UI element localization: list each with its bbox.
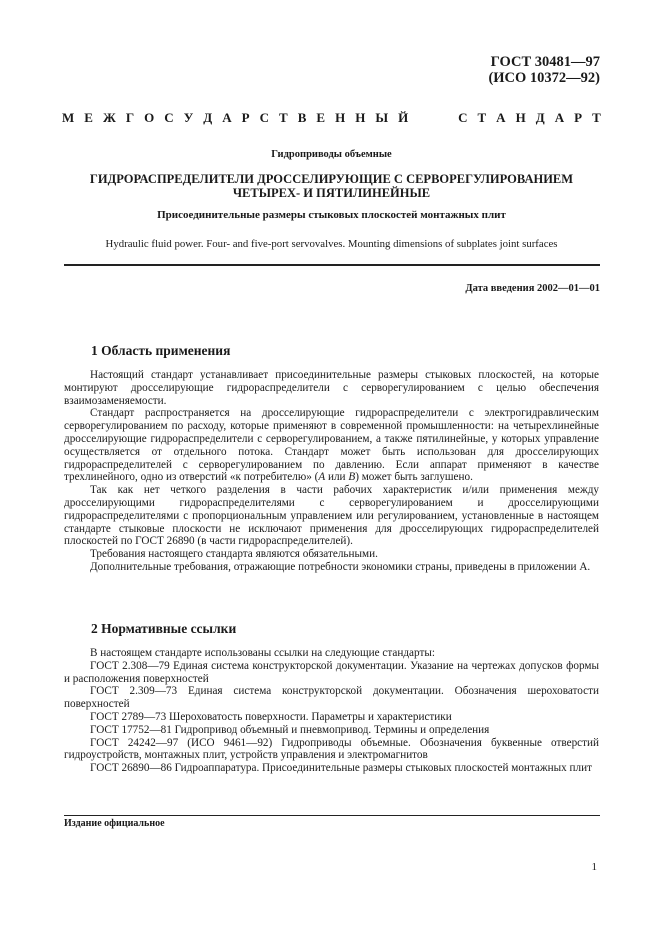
standard-header-letter: Г: [125, 110, 135, 125]
section-1-paragraph: Дополнительные требования, отражающие потребности экономики страны, приведены в приложении А.: [90, 560, 591, 573]
reference-item: ГОСТ 2.308—79 Единая система конструкторской документации. Указание на чертежах допусков формы и расположения поверхностей: [64, 659, 599, 685]
english-title: Hydraulic fluid power. Four- and five-port servovalves. Mounting dimensions of subplates joint surfaces: [105, 238, 558, 250]
section-1-body: [64, 369, 599, 574]
standard-header-letter: А: [222, 110, 232, 125]
standard-header-letter: С: [164, 110, 174, 125]
reference-item: ГОСТ 2.309—73 Единая система конструкторской документации. Обозначения шероховатости поверхностей: [64, 685, 599, 711]
reference-item: ГОСТ 17752—81 Гидропривод объемный и пневмопривод. Термины и определения: [90, 723, 490, 736]
standard-header-letter: О: [144, 110, 155, 125]
document-subtitle: Присоединительные размеры стыковых плоскостей монтажных плит: [157, 209, 506, 221]
title-divider: [64, 264, 600, 266]
standard-header-letter: Й: [398, 110, 409, 125]
title-line-1: ГИДРОРАСПРЕДЕЛИТЕЛИ ДРОССЕЛИРУЮЩИЕ С СЕРВОРЕГУЛИРОВАНИЕМ: [89, 172, 574, 186]
interstate-standard-header: [62, 110, 601, 126]
title-line-2: ЧЕТЫРЕХ- И ПЯТИЛИНЕЙНЫЕ: [232, 186, 431, 200]
section-2-heading: 2 Нормативные ссылки: [91, 621, 237, 636]
standard-header-letter: С: [259, 110, 269, 125]
standard-header-letter: [418, 110, 421, 126]
standard-header-letter: [432, 110, 435, 126]
standard-header-letter: Д: [203, 110, 213, 125]
standard-header-letter: У: [183, 110, 194, 125]
standard-header-letter: Е: [84, 110, 93, 125]
standard-header-letter: Н: [355, 110, 366, 125]
document-title: [62, 172, 601, 200]
standard-header-letter: А: [554, 110, 565, 125]
standard-header-letter: Е: [316, 110, 326, 125]
standard-header-letter: Ы: [375, 110, 389, 125]
reference-item: ГОСТ 24242—97 (ИСО 9461—92) Гидроприводы объемные. Обозначения буквенные отверстий гидроустройств, монтажных плит, устройств управления и электромагнитов: [64, 736, 599, 762]
section-1-paragraph: Так как нет четкого разделения в части рабочих характеристик и/или применения между дросселирующими гидрораспределителями с серворегулированием и дросселирующими гидрораспределителями с пропорциональным управлением или регулированием, установленные в настоящем стандарте стыковые плоскости не исключают применения для дросселирующих гидрораспределителей плоскостей по ГОСТ 26890 (в части гидрораспределителей).: [64, 484, 599, 548]
standard-header-letter: Т: [477, 110, 487, 125]
section-2-body: [64, 647, 599, 775]
standard-header-letter: Т: [592, 110, 601, 125]
standard-header-letter: Ж: [102, 110, 116, 125]
gost-designation: [488, 54, 600, 86]
standard-header-letter: Т: [279, 110, 288, 125]
standard-header-letter: А: [496, 110, 506, 125]
section-1-paragraph: Стандарт распространяется на дросселирующие гидрораспределители с электрогидравлическим серворегулированием по расходу, которые применяют в современной промышленности: на четырехлинейные дросселирующие гидрораспределители с серворегулированием, а также пятилинейные, у которых управление осуществляется от отдельного потока. Стандарт может быть использован для дросселирующих гидрораспределителей с серворегулированием по давлению. Если аппарат применяют в качестве трехлинейного, одно из отверстий «к потребителю» (A или B) может быть заглушено.: [64, 407, 599, 484]
standard-header-letter: Д: [535, 110, 545, 125]
standard-header-letter: В: [297, 110, 307, 125]
standard-header-letter: М: [62, 110, 75, 125]
standard-header-letter: Н: [515, 110, 526, 125]
gost-number: ГОСТ 30481—97: [490, 54, 600, 70]
reference-item: ГОСТ 2789—73 Шероховатость поверхности. Параметры и характеристики: [90, 710, 452, 723]
introduction-date: Дата введения 2002—01—01: [465, 283, 600, 294]
iso-number: (ИСО 10372—92): [488, 70, 600, 86]
references-intro: В настоящем стандарте использованы ссылки на следующие стандарты:: [90, 647, 435, 659]
standard-header-letter: Н: [335, 110, 346, 125]
page-number: 1: [591, 861, 597, 873]
official-edition-label: Издание официальное: [64, 818, 165, 829]
section-1-paragraph: Настоящий стандарт устанавливает присоединительные размеры стыковых плоскостей, на которые монтируют дросселирующие гидрораспределители с серворегулированием с целью обеспечения взаимозаменяемости.: [64, 369, 599, 407]
footer-divider: [64, 815, 600, 816]
category-heading: Гидроприводы объемные: [271, 149, 392, 160]
standard-header-letter: С: [458, 110, 468, 125]
section-1-paragraph: Требования настоящего стандарта являются обязательными.: [90, 548, 378, 561]
section-1-heading: 1 Область применения: [91, 343, 231, 358]
standard-header-letter: Р: [241, 110, 250, 125]
reference-item: ГОСТ 26890—86 Гидроаппаратура. Присоединительные размеры стыковых плоскостей монтажных плит: [90, 762, 592, 775]
standard-header-letter: Р: [574, 110, 583, 125]
standard-header-letter: [445, 110, 448, 126]
